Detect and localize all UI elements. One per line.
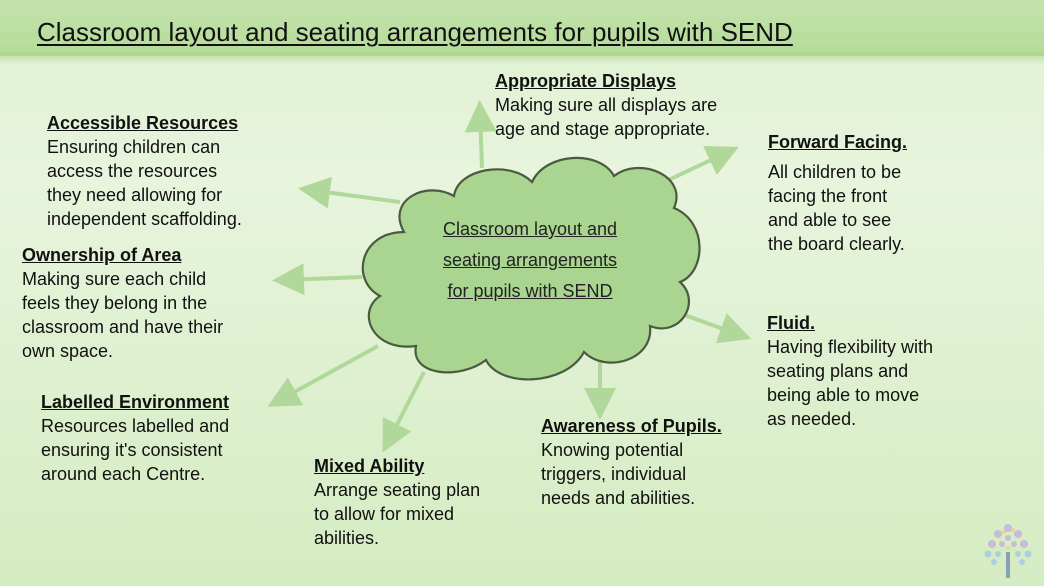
node-heading: Forward Facing. — [768, 132, 908, 152]
node-body: Having flexibility with seating plans and being able to move as needed. — [767, 337, 934, 429]
node-heading: Appropriate Displays — [495, 71, 677, 91]
node-heading: Awareness of Pupils. — [541, 416, 722, 436]
node-body: All children to be facing the front and able to see the board clearly. — [768, 162, 905, 254]
node-heading: Mixed Ability — [314, 456, 425, 476]
tree-logo-icon — [980, 518, 1036, 580]
node-body: Ensuring children can access the resources they need allowing for independent scaffolding. — [47, 137, 242, 229]
arrow-ownership-of-area — [284, 277, 362, 280]
node-heading: Accessible Resources — [47, 113, 239, 133]
node-appropriate-displays — [495, 69, 717, 141]
arrow-labelled-environment — [278, 346, 378, 401]
node-body: Arrange seating plan to allow for mixed abilities. — [314, 480, 481, 548]
node-body: Making sure each child feels they belong in the classroom and have their own space. — [22, 269, 224, 361]
node-ownership-of-area — [22, 243, 223, 363]
node-body: Knowing potential triggers, individual needs and abilities. — [541, 440, 696, 508]
node-mixed-ability — [314, 454, 480, 550]
node-accessible-resources — [47, 111, 242, 231]
node-body: Making sure all displays are age and stage appropriate. — [495, 95, 718, 139]
node-labelled-environment — [41, 390, 229, 486]
node-awareness-of-pupils — [541, 414, 722, 510]
node-body: Resources labelled and ensuring it's consistent around each Centre. — [41, 416, 230, 484]
center-topic: Classroom layout and seating arrangements for pupils with SEND — [442, 219, 618, 301]
node-heading: Fluid. — [767, 313, 815, 333]
node-heading: Ownership of Area — [22, 245, 182, 265]
node-fluid — [767, 311, 933, 431]
arrow-mixed-ability — [388, 372, 424, 442]
arrow-accessible-resources — [310, 190, 400, 202]
arrow-appropriate-displays — [480, 112, 482, 168]
slide-title: Classroom layout and seating arrangements for pupils with SEND — [37, 17, 793, 47]
node-heading: Labelled Environment — [41, 392, 230, 412]
node-forward-facing — [768, 130, 907, 256]
